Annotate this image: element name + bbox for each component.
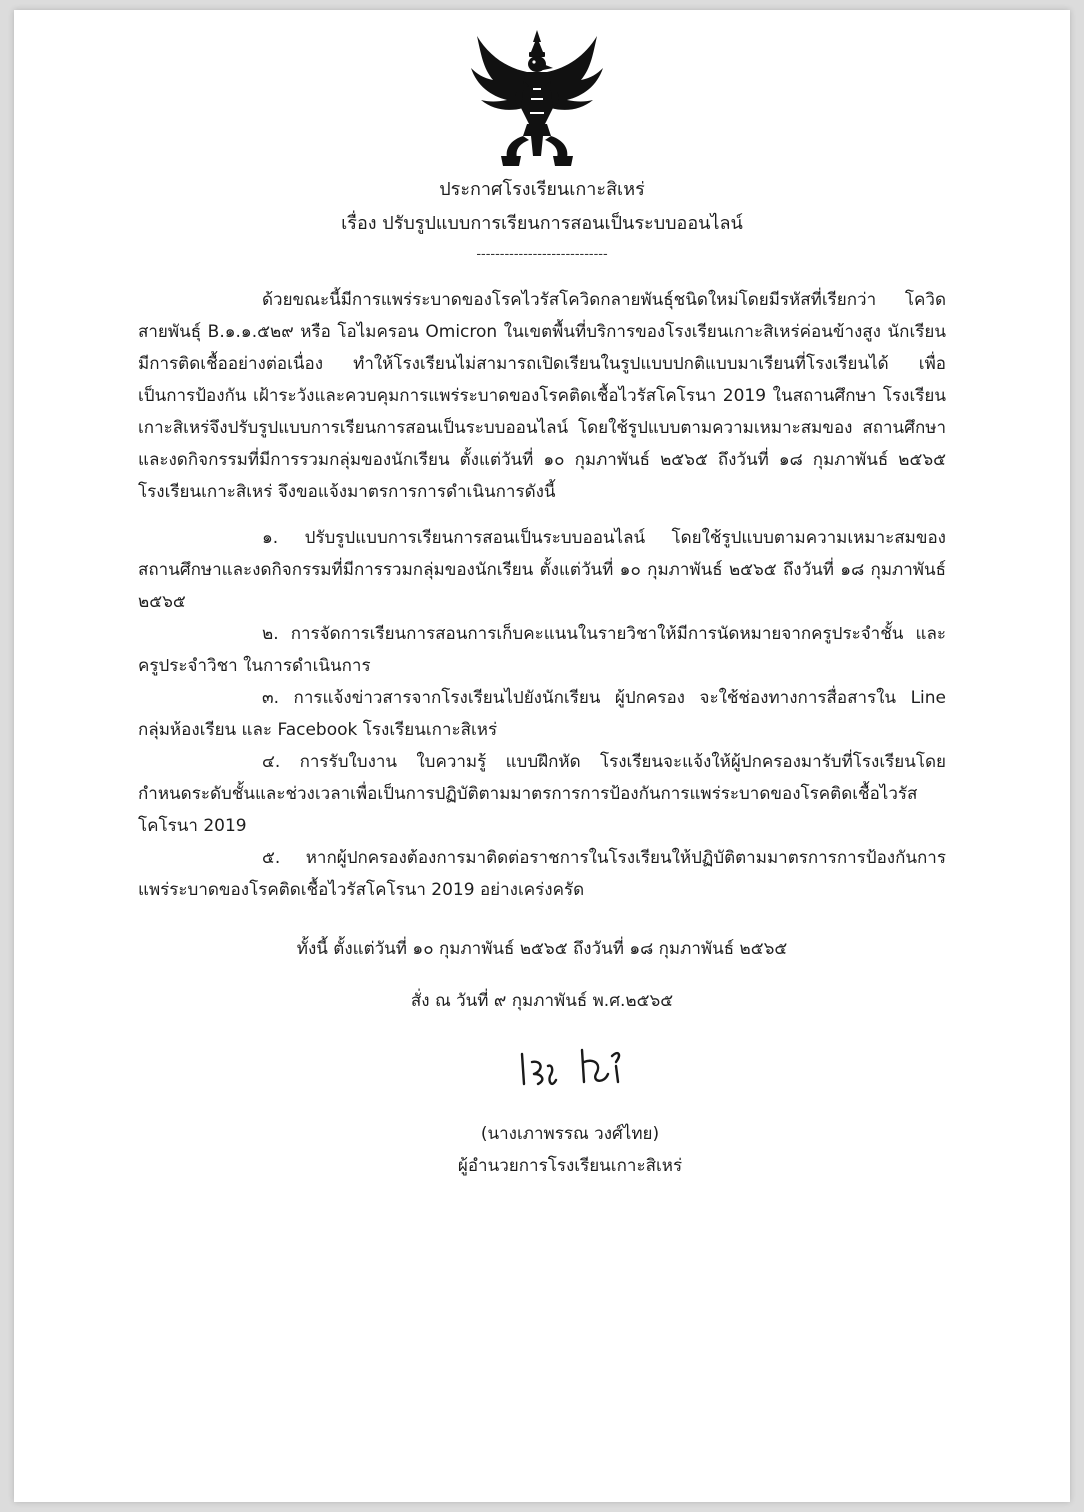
handwritten-signature	[512, 1040, 640, 1096]
measure-item-5: ๕. หากผู้ปกครองต้องการมาติดต่อราชการในโรงเรียนให้ปฏิบัติตามมาตรการการป้องกันการ แพร่ระบาดของโรคติดเชื้อไวรัสโคโรนา 2019 อย่างเคร่งครัด	[138, 848, 946, 900]
measure-item-4: ๔. การรับใบงาน ใบความรู้ แบบฝึกหัด โรงเรียนจะแจ้งให้ผู้ปกครองมารับที่โรงเรียนโดย กำหนดระดับชั้นและช่วงเวลาเพื่อเป็นการปฏิบัติตามมาตรการการป้องกันการแพร่ระบาดของโรคติดเชื้อไวรัส โคโรนา 2019	[138, 752, 946, 836]
signer-position: ผู้อำนวยการโรงเรียนเกาะสิเหร่	[457, 1156, 683, 1176]
measure-item-2: ๒. การจัดการเรียนการสอนการเก็บคะแนนในรายวิชาให้มีการนัดหมายจากครูประจำชั้น และครูประจำวิชา ในการดำเนินการ	[138, 624, 946, 676]
announcement-title: ประกาศโรงเรียนเกาะสิเหร่	[439, 179, 645, 200]
announcement-subject: เรื่อง ปรับรูปแบบการเรียนการสอนเป็นระบบออนไลน์	[341, 213, 743, 234]
measure-item-1: ๑. ปรับรูปแบบการเรียนการสอนเป็นระบบออนไลน์ โดยใช้รูปแบบตามความเหมาะสมของ สถานศึกษาและงดกิจกรรมที่มีการรวมกลุ่มของนักเรียน ตั้งแต่วันที่ ๑๐ กุมภาพันธ์ ๒๕๖๕ ถึงวันที่ ๑๘ กุมภาพันธ์ ๒๕๖๕	[138, 528, 946, 612]
announcement-body	[138, 284, 946, 906]
intro-paragraph: ด้วยขณะนี้มีการแพร่ระบาดของโรคไวรัสโควิดกลายพันธุ์ชนิดใหม่โดยมีรหัสที่เรียกว่า โควิด สายพันธุ์ B.๑.๑.๕๒๙ หรือ โอไมครอน Omicron ในเขตพื้นที่บริการของโรงเรียนเกาะสิเหร่ค่อนข้างสูง นักเรียนมีการติดเชื้ออย่างต่อเนื่อง ทำให้โรงเรียนไม่สามารถเปิดเรียนในรูปแบบปกติแบบมาเรียนที่โรงเรียนได้ เพื่อเป็นการป้องกัน เฝ้าระวังและควบคุมการแพร่ระบาดของโรคติดเชื้อไวรัสโคโรนา 2019 ในสถานศึกษา โรงเรียนเกาะสิเหร่จึงปรับรูปแบบการเรียนการสอนเป็นระบบออนไลน์ โดยใช้รูปแบบตามความเหมาะสมของ สถานศึกษาและงดกิจกรรมที่มีการรวมกลุ่มของนักเรียน ตั้งแต่วันที่ ๑๐ กุมภาพันธ์ ๒๕๖๕ ถึงวันที่ ๑๘ กุมภาพันธ์ ๒๕๖๕ โรงเรียนเกาะสิเหร่ จึงขอแจ้งมาตรการการดำเนินการดังนี้	[138, 290, 946, 502]
garuda-emblem-icon	[467, 28, 607, 170]
title-separator: ----------------------------	[476, 247, 608, 262]
effective-period: ทั้งนี้ ตั้งแต่วันที่ ๑๐ กุมภาพันธ์ ๒๕๖๕ ถึงวันที่ ๑๘ กุมภาพันธ์ ๒๕๖๕	[296, 939, 788, 959]
measure-item-3: ๓. การแจ้งข่าวสารจากโรงเรียนไปยังนักเรียน ผู้ปกครอง จะใช้ช่องทางการสื่อสารใน Line กลุ่มห้องเรียน และ Facebook โรงเรียนเกาะสิเหร่	[138, 688, 946, 740]
order-date: สั่ง ณ วันที่ ๙ กุมภาพันธ์ พ.ศ.๒๕๖๕	[410, 991, 674, 1011]
signer-name: (นางเภาพรรณ วงศ์ไทย)	[480, 1124, 660, 1144]
